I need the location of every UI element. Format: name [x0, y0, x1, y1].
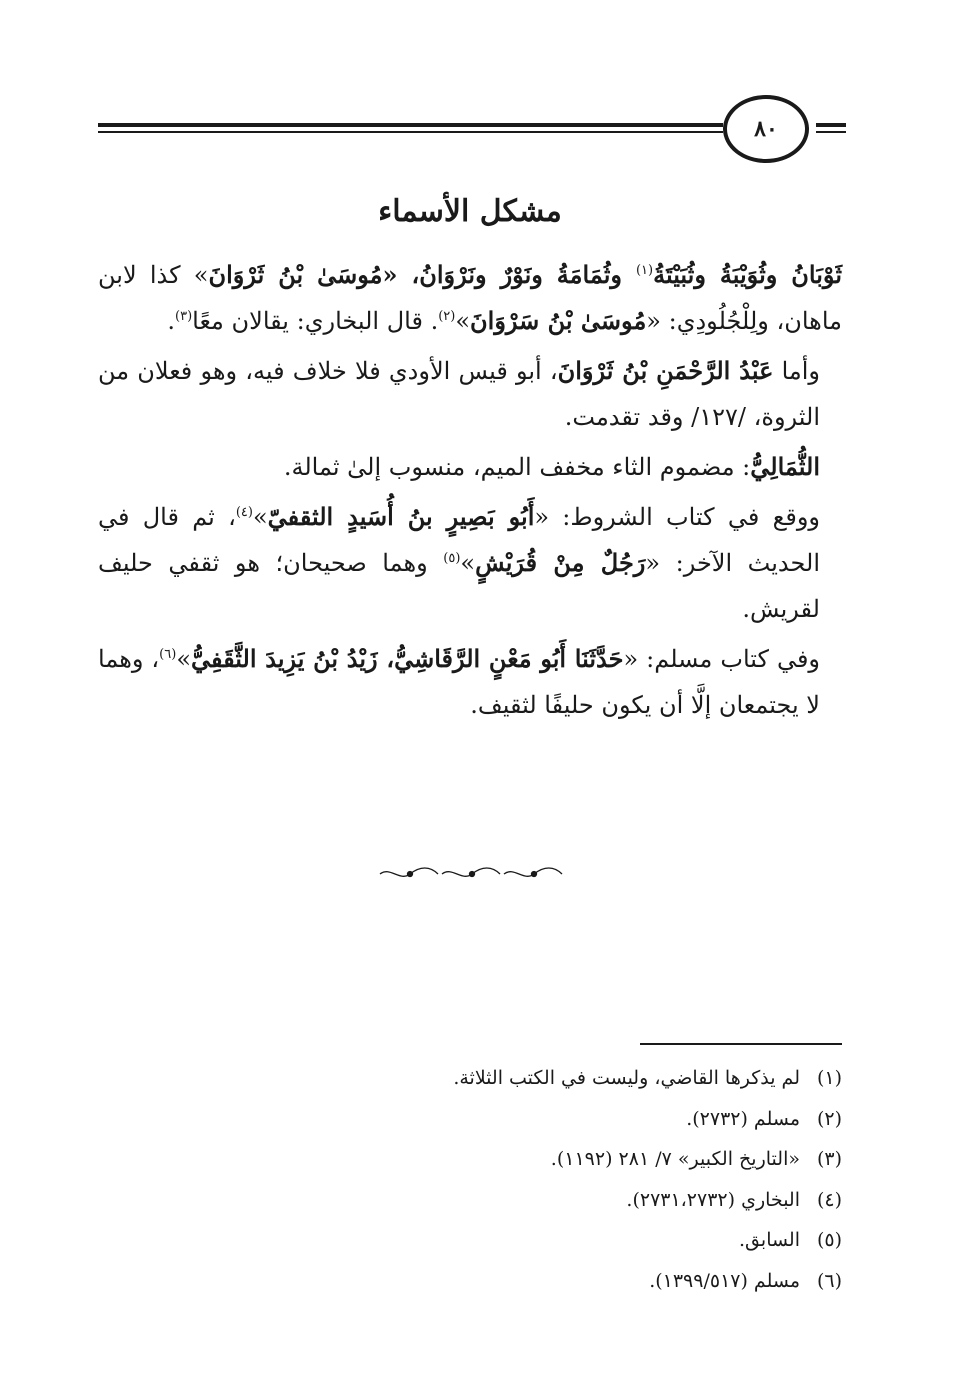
- footnote-number: (٥): [816, 1229, 842, 1251]
- footnote-reference: (٤): [235, 505, 253, 520]
- text-segment: : مضموم الثاء مخفف الميم، منسوب إلىٰ ثمالة.: [283, 453, 751, 481]
- text-segment: رَجُلٌ مِنْ قُرَيْشٍ: [475, 548, 646, 577]
- text-segment: ، ثم قال في الحديث الآخر: «: [98, 503, 820, 577]
- text-segment: »: [252, 503, 268, 531]
- footnote: [98, 1058, 842, 1099]
- footnote-text: مسلم (٢٧٣٢).: [686, 1107, 800, 1130]
- text-segment: مُوسَىٰ بْنُ ثَرْوَانَ: [208, 260, 383, 289]
- paragraph: [98, 252, 842, 344]
- text-segment: الثُّمَالِيُّ: [750, 452, 820, 481]
- text-segment: عَبْدُ الرَّحْمَنِ بْنُ ثَرْوَانَ: [557, 356, 774, 385]
- footnote: [98, 1220, 842, 1261]
- text-segment: .: [167, 307, 176, 335]
- header-rule-right-thin: [816, 131, 846, 133]
- text-segment: وثُمَامَةُ ونَوْرٌ ونَرْوَانُ، «: [382, 260, 636, 289]
- text-segment: »: [455, 307, 471, 335]
- header-rule-thick: [98, 123, 723, 127]
- footnotes: [98, 1058, 842, 1301]
- footnote-text: «التاريخ الكبير» ٧/ ٢٨١ (١١٩٢).: [550, 1148, 800, 1170]
- text-segment: مُوسَىٰ بْنُ سَرْوَانَ: [470, 306, 647, 335]
- footnote-reference: (٦): [159, 647, 177, 662]
- text-segment: . قال البخاري: يقالان معًا: [192, 307, 439, 335]
- text-segment: أَبُو بَصِيرٍ بنُ أُسَيدٍ الثقفيّ: [267, 502, 535, 531]
- paragraph: [98, 444, 842, 490]
- text-segment: »: [176, 645, 191, 673]
- section-title: مشكل الأسماء: [378, 194, 562, 229]
- text-segment: ووقع في كتاب الشروط: «: [534, 503, 821, 531]
- footnote: [98, 1261, 842, 1302]
- footnote-text: البخاري (٢٧٣١،٢٧٣٢).: [626, 1188, 800, 1211]
- footnote-separator: [640, 1043, 842, 1045]
- header-rule-thin: [98, 131, 723, 133]
- footnote-number: (٦): [816, 1269, 842, 1292]
- text-segment: وفي كتاب مسلم: «: [623, 645, 821, 673]
- text-segment: ، وهما لا يجتمعان إلَّا أن يكون حليفًا لثقيف.: [98, 645, 820, 719]
- footnote: [98, 1180, 842, 1221]
- footnote-number: (٢): [816, 1107, 842, 1130]
- footnote-number: (١): [816, 1067, 842, 1089]
- footnote-number: (٤): [816, 1188, 842, 1211]
- text-segment: ، أبو قيس الأودي فلا خلاف فيه، وهو فعلان من الثروة، /١٢٧/ وقد تقدمت.: [98, 357, 820, 431]
- paragraph: [98, 494, 842, 632]
- ornament-divider-icon: [376, 862, 566, 886]
- paragraph: [98, 636, 842, 728]
- text-segment: وهما صحيحان؛ هو ثقفي حليف لقريش.: [98, 549, 820, 623]
- page-header: [98, 95, 846, 167]
- footnote-number: (٣): [816, 1148, 842, 1170]
- footnote-text: لم يذكرها القاضي، وليست في الكتب الثلاثة.: [453, 1067, 800, 1089]
- footnote-reference: (١): [635, 263, 654, 278]
- header-rule-right-thick: [816, 123, 846, 127]
- body-text: [98, 252, 842, 732]
- footnote: [98, 1099, 842, 1140]
- footnote-reference: (٣): [175, 309, 193, 324]
- footnote: [98, 1139, 842, 1180]
- footnote-text: السابق.: [739, 1229, 800, 1251]
- text-segment: حَدَّثَنَا أَبُو مَعْنٍ الرَّقَاشِيُّ، زَيْدُ بْنُ يَزِيدَ الثَّقَفِيُّ: [191, 644, 624, 673]
- footnote-reference: (٥): [443, 551, 461, 566]
- paragraph: [98, 348, 842, 440]
- footnote-reference: (٢): [438, 309, 456, 324]
- page-number: ٨٠: [723, 95, 809, 163]
- text-segment: »: [460, 549, 476, 577]
- footnote-text: مسلم (١٣٩٩/٥١٧).: [649, 1269, 800, 1292]
- text-segment: وأما: [773, 357, 820, 385]
- text-segment: ثَوْبَانُ وثُوَيْبَةُ وثُبَيْتَةُ: [653, 260, 843, 289]
- text-segment: » كذا لابن ماهان، ولِلْجُلُودِي: «: [98, 261, 842, 335]
